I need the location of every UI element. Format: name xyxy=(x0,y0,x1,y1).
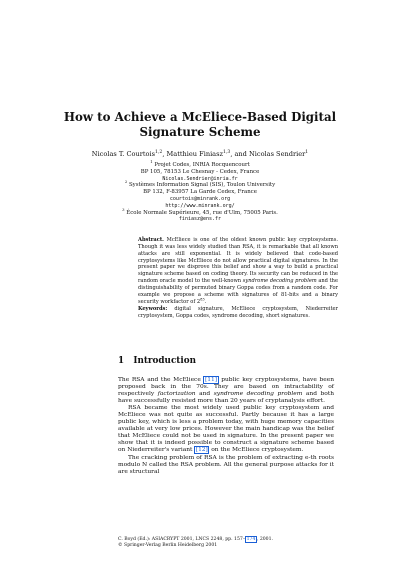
affiliation-1-sup: 1 xyxy=(150,159,153,165)
paragraph-2 xyxy=(118,405,334,454)
affiliation-3 xyxy=(0,206,400,224)
affiliation-3-sup: 3 xyxy=(122,206,125,212)
title-line-2: Signature Scheme xyxy=(139,125,261,139)
affiliations xyxy=(0,159,400,223)
author-2: , Matthieu Finiasz xyxy=(162,150,223,158)
affiliation-1-line-2: BP 105, 78153 Le Chesnay - Cedex, France xyxy=(140,168,260,175)
abstract-text-3: . xyxy=(204,298,207,305)
abstract-emphasis: syndrome decoding problem xyxy=(242,278,317,285)
paragraph-1-text-c: and xyxy=(195,391,214,398)
author-3-affil: 1 xyxy=(305,149,309,155)
paragraph-1-text-b: public key cryptosystems, have been proposed back in the 70s. They are based on intractability of respectively xyxy=(118,377,334,398)
section-heading xyxy=(118,356,196,366)
footer-line-2: © Springer-Verlag Berlin Heidelberg 2001 xyxy=(118,543,218,548)
paragraph-3-text: The cracking problem of RSA is the problem of extracting e-th roots modulo N called the RSA problem. All the general purpose attacks for it are structural xyxy=(118,454,334,475)
abstract xyxy=(138,237,338,305)
email-link[interactable]: Nicolas.Sendrier@inria.fr xyxy=(162,175,238,182)
affiliation-3-line-1: École Normale Supérieure, 45, rue d'Ulm, 75005 Paris. xyxy=(126,209,278,216)
affiliation-2-line-2: BP 132, F-83957 La Garde Cedex, France xyxy=(143,189,257,196)
page-link[interactable]: 174 xyxy=(246,537,256,542)
keywords-text: digital signature, McEliece cryptosystem, Niederreiter cryptosystem, Goppa codes, syndrome decoding, short signatures. xyxy=(138,306,338,319)
paper-title xyxy=(0,110,400,140)
paragraph-2-text-a: RSA became the most widely used public key cryptosystem and McEliece was not quite as successful. Partly because it has a large public key, which is less a problem today, with huge memory capacities available at very low prices. However the main handicap was the belief that McEliece could not be used in signature. In the present paper we show that it is indeed possible to construct a signature scheme based on Niederreiter's variant xyxy=(118,405,334,454)
emphasis-syndrome: syndrome decoding problem xyxy=(213,391,303,398)
footer-text-b: , 2001. xyxy=(256,537,273,542)
paragraph-1 xyxy=(118,377,334,405)
author-2-affil: 1,3 xyxy=(222,149,231,155)
affiliation-2 xyxy=(0,179,400,209)
author-1: Nicolas T. Courtois xyxy=(91,150,156,158)
author-list xyxy=(0,150,400,158)
title-line-1: How to Achieve a McEliece-Based Digital xyxy=(63,110,337,124)
paragraph-1-text-a: The RSA and the McEliece xyxy=(118,377,204,383)
email-link[interactable]: courtois@minrank.org xyxy=(169,195,231,202)
emphasis-factorization: factorization xyxy=(157,391,196,398)
affiliation-2-sup: 2 xyxy=(124,179,128,185)
abstract-text-2: and the distinguishability of permuted binary Goppa codes from a random code. For example we propose a scheme with signatures of 81-bits and a binary security workfactor of 2 xyxy=(138,278,338,305)
author-1-affil: 1,2 xyxy=(155,149,163,155)
keywords xyxy=(138,306,338,320)
section-number: 1 xyxy=(118,356,125,366)
affiliation-2-line-1: Systèmes Information Signal (SIS), Toulon University xyxy=(128,182,276,189)
copyright-footer xyxy=(118,537,273,549)
paragraph-2-text-b: on the McEliece cryptosystem. xyxy=(209,447,304,454)
author-3: , and Nicolas Sendrier xyxy=(230,150,306,158)
section-title: Introduction xyxy=(133,356,196,366)
body-text xyxy=(118,377,334,476)
abstract-text-1: McEliece is one of the oldest known public key cryptosystems. Though it was less widely studied than RSA, it is remarkable that all known attacks are still exponential. It is widely believed that code-based cryptosystems like McEliece do not allow practical digital signatures. In the present paper we disprove this belief and show a way to build a practical signature scheme based on coding theory. Its security can be reduced in the random oracle model to the well-known xyxy=(138,237,338,285)
affiliation-1-line-1: Projet Codes, INRIA Rocquencourt xyxy=(154,162,250,168)
keywords-label: Keywords: xyxy=(138,306,168,312)
abstract-exponent: 83 xyxy=(200,296,205,301)
url-link[interactable]: http://www.minrank.org/ xyxy=(165,202,235,209)
paragraph-1-text-d: and both have successfully resisted more than 20 years of cryptanalysis effort. xyxy=(118,391,335,405)
citation-link[interactable]: [12] xyxy=(195,447,208,454)
paragraph-3 xyxy=(118,455,334,476)
footer-text-a: C. Boyd (Ed.): ASIACRYPT 2001, LNCS 2248, pp. 157– xyxy=(118,537,246,542)
affiliation-1 xyxy=(0,159,400,182)
citation-link[interactable]: [11] xyxy=(204,377,218,383)
email-link[interactable]: finiasz@ens.fr xyxy=(178,216,222,223)
abstract-label: Abstract. xyxy=(138,237,164,243)
